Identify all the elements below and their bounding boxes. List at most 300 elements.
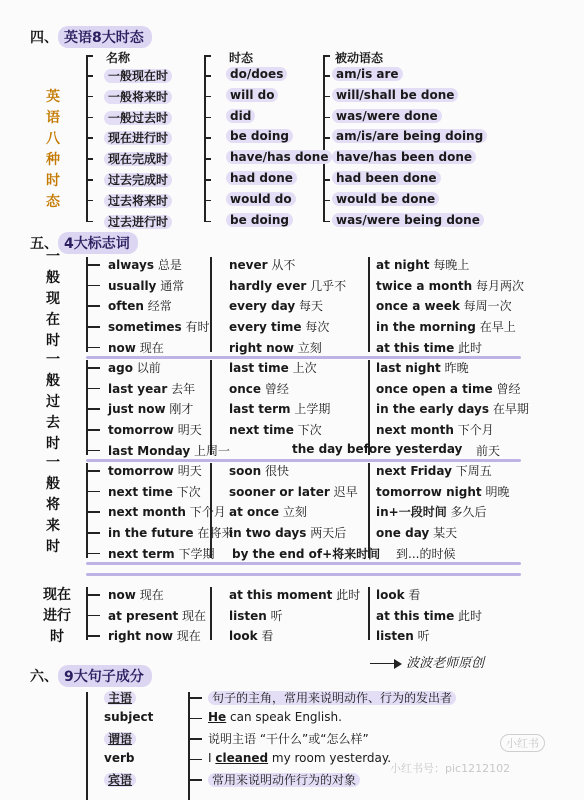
section-6-title [30,665,152,687]
group-side-char: 在 [46,312,60,328]
keyword-cell [229,318,329,335]
bracket-tick [204,55,211,57]
tense-form: had done [226,171,297,185]
component-desc-text: 说明主语 “干什么”或“怎么样” [208,732,369,746]
keyword-en: by the end of+将来时间 [232,546,381,561]
keyword-zh: 去年 [171,381,196,396]
keyword-en: listen [376,629,414,644]
section-6-label: 9大句子成分 [58,665,152,687]
component-desc [208,771,360,788]
passive-form-row [332,213,484,227]
keyword-en: ago [108,361,133,375]
bracket-tick [86,450,100,452]
tense-name-row [104,129,172,146]
keyword-zh: 此时 [458,608,483,623]
side-char: 语 [46,110,60,126]
tense-name: 一般将来时 [104,90,172,104]
bracket-tick [86,285,100,287]
section-4-number: 四、 [30,30,58,46]
bracket-tick [323,179,330,181]
bracket-tick [204,158,211,160]
tense-form: will do [226,88,278,102]
bracket-tick [86,158,93,160]
component-desc [208,689,456,706]
component-desc-text: 句子的主角，常用来说明动作、行为的发出者 [208,691,456,705]
group-bracket-left [86,463,88,558]
keyword-en: next term [108,546,175,561]
keyword-cell [229,400,330,417]
keyword-zh: 有时 [185,320,210,335]
keyword-cell [376,462,492,479]
keyword-cell [108,277,184,294]
keyword-zh: 立刻 [282,505,307,520]
group-side-label [44,247,62,352]
keyword-en: last Monday [108,443,191,458]
keyword-en: tomorrow [108,423,174,438]
group-side-char: 来 [46,518,60,534]
tense-form-row [226,171,297,185]
keyword-zh: 通常 [160,278,185,293]
group-bracket-mid [210,360,212,455]
component-desc [208,710,342,724]
keyword-en: next month [108,505,186,520]
keyword-cell [376,586,420,603]
credit-label [370,652,484,671]
keyword-cell [108,400,193,417]
tense-form: be doing [226,129,293,143]
passive-form: am/is are [332,67,403,81]
keyword-en: sooner or later [229,484,330,499]
bracket-tick [86,326,100,328]
keyword-en: tomorrow night [376,484,482,499]
passive-form: had been done [332,171,441,185]
keyword-cell [108,442,230,459]
bracket-tick [86,594,100,596]
watermark-badge: 小红书 [500,734,545,752]
example-post: my room yesterday. [268,750,392,765]
keyword-en: listen [229,608,267,623]
component-term-row [104,689,136,706]
keyword-cell [229,421,322,438]
keyword-en: last year [108,381,168,396]
side-char: 态 [46,194,60,210]
keyword-cell [108,421,202,438]
keyword-en: look [376,588,405,602]
component-term-row [104,710,153,724]
passive-form: was/were being done [332,213,484,227]
keyword-en: in the future [108,526,194,541]
keyword-en: in the early days [376,402,489,417]
keyword-en: right now [108,629,173,644]
bracket-tick [86,470,100,472]
keyword-zh: 每次 [305,320,330,335]
section-6-bracket-left [86,692,88,800]
group-bracket-mid [210,257,212,352]
keyword-zh: 上周一 [193,443,230,458]
keyword-zh: 下个月 [189,505,226,520]
keyword-cell [108,462,202,479]
passive-form: was/were done [332,109,442,123]
keyword-en: usually [108,278,157,293]
keyword-cell [108,607,206,624]
keyword-en: always [108,258,154,272]
keyword-zh: 每月两次 [476,278,525,293]
component-term-row [104,730,136,747]
keyword-en: every day [229,299,296,314]
keyword-zh: 在早期 [492,402,529,417]
keyword-en: look [229,629,258,644]
example-highlight: cleaned [215,750,269,765]
group-side-char: 进行 [43,608,71,624]
keyword-cell [376,627,430,644]
keyword-en: twice a month [376,278,473,293]
bracket-tick [86,553,100,555]
keyword-zh: 现在 [182,608,207,623]
keyword-zh: 上学期 [294,402,331,417]
passive-form-row [332,192,439,206]
tense-name-row [104,150,172,167]
keyword-en: often [108,299,144,314]
keyword-en: just now [108,402,166,417]
keyword-cell [108,627,201,644]
tense-name: 一般现在时 [104,69,172,83]
example-pre: I [208,750,216,765]
keyword-cell [229,256,295,273]
keyword-en: last term [229,402,291,417]
keyword-cell [229,607,283,624]
keyword-zh: 每晚上 [433,258,470,272]
section-5-label: 4大标志词 [58,232,138,254]
bracket-tick [204,221,211,223]
arrow-right-icon [370,659,402,669]
keyword-cell [229,462,289,479]
tense-form: would do [226,192,296,206]
keyword-cell [229,524,346,541]
group-side-char: 一 [46,352,60,368]
passive-form: will/shall be done [332,88,458,102]
keyword-cell [229,339,322,356]
component-desc [208,751,391,765]
bracket-tick [86,615,100,617]
bracket-tick [323,55,330,57]
keyword-cell [108,586,164,603]
bracket-tick [188,738,202,740]
keyword-zh: 从不 [271,258,296,272]
component-term: 主语 [104,691,136,705]
keyword-cell [108,297,172,314]
keyword-cell [229,277,346,294]
keyword-cell [108,318,210,335]
keyword-en: next month [376,423,454,438]
component-desc [208,730,369,747]
bracket-tick [86,55,93,57]
tense-name-row [104,213,172,230]
tense-name: 过去完成时 [104,173,172,187]
keyword-zh: 下学期 [178,546,215,561]
watermark-text: 小红书号：pic1212102 [390,762,511,775]
passive-form: am/is/are being doing [332,129,487,143]
component-term-row [104,751,134,765]
bracket-tick [86,75,93,77]
keyword-cell [376,277,524,294]
keyword-zh: 曾经 [264,381,289,396]
bracket-tick [86,221,93,223]
keyword-cell [108,503,226,520]
section-4-label: 英语8大时态 [58,26,152,48]
keyword-en: once a week [376,299,460,314]
keyword-cell [229,297,323,314]
passive-form-row [332,67,403,81]
keyword-zh: 现在 [139,340,164,355]
passive-form-row [332,129,487,143]
keyword-cell [108,483,201,500]
group-bracket-mid [210,587,212,640]
credit-text: 波波老师原创 [406,656,485,671]
group-bracket-right [368,587,370,640]
bracket-tick [204,75,211,77]
keyword-zh: 立刻 [297,340,322,355]
keyword-en: once [229,381,262,396]
keyword-en: right now [229,340,294,355]
keyword-cell [376,483,509,500]
keyword-zh: 下次 [176,484,201,499]
component-desc-text: 常用来说明动作行为的对象 [208,773,360,787]
bracket-tick [86,117,93,119]
keyword-zh: 昨晚 [444,361,469,375]
keyword-en: soon [229,464,262,478]
section-6-number: 六、 [30,669,58,685]
keyword-zh: 两天后 [310,526,347,541]
keyword-en: at this moment [229,588,333,602]
keyword-cell [376,297,512,314]
bracket-tick [188,718,202,720]
group-side-char: 现 [46,291,60,307]
keyword-en: at once [229,505,280,520]
keyword-zh: 下周五 [455,464,492,478]
keyword-zh: 看 [408,588,421,602]
tense-form-row [226,88,278,102]
group-side-char: 现在 [43,587,71,603]
group-side-char: 般 [46,373,60,389]
keyword-zh: 此时 [458,340,483,355]
bracket-tick [86,264,100,266]
side-char: 八 [46,131,60,147]
keyword-cell [108,339,164,356]
passive-form-row [332,88,458,102]
keyword-cell [292,441,501,458]
bracket-tick [86,408,100,410]
section-6-bracket-right [188,692,190,800]
group-side-char: 一 [46,455,60,471]
group-side-char: 过 [46,394,60,410]
keyword-cell [376,256,469,273]
section-4-side-label [44,87,62,213]
side-char: 英 [46,89,60,105]
tense-form: be doing [226,213,293,227]
group-side-label [44,350,62,455]
group-side-char: 时 [46,333,60,349]
keyword-cell [376,421,494,438]
group-side-char: 时 [46,539,60,555]
group-side-char: 时 [46,436,60,452]
tense-name: 过去将来时 [104,194,172,208]
tense-name-row [104,88,172,105]
bracket-tick [86,491,100,493]
keyword-en: now [108,588,136,602]
keyword-en: at this time [376,340,455,355]
keyword-cell [376,359,469,376]
passive-form: would be done [332,192,439,206]
bracket-tick [323,137,330,139]
keyword-cell [229,627,273,644]
keyword-zh: 下个月 [457,423,494,438]
keyword-zh: 下次 [297,423,322,438]
keyword-zh: 以前 [136,361,161,375]
keyword-en: sometimes [108,320,182,335]
keyword-en: every time [229,320,302,335]
keyword-zh: 到...的时候 [396,546,456,561]
tense-name-row [104,171,172,188]
keyword-zh: 经常 [147,299,172,314]
keyword-en: in two days [229,526,307,541]
keyword-en: never [229,258,268,272]
passive-form-row [332,150,476,164]
bracket-tick [204,200,211,202]
keyword-cell [229,380,289,397]
keyword-zh: 在早上 [479,320,516,335]
bracket-tick [86,137,93,139]
keyword-zh: 多久后 [450,505,487,520]
bracket-tick [86,532,100,534]
passive-form-row [332,109,442,123]
keyword-en: in+一段时间 [376,505,447,520]
keyword-cell [229,483,358,500]
column-header-passive: 被动语态 [335,51,384,65]
keyword-zh: 迟早 [333,484,358,499]
tense-form: have/has done [226,150,332,164]
bracket-tick [86,305,100,307]
keyword-cell [376,339,482,356]
column-header-tense: 时态 [229,51,254,65]
tense-form: did [226,109,255,123]
keyword-zh: 看 [261,629,274,644]
tense-name-row [104,109,172,126]
keyword-zh: 上次 [292,361,317,375]
keyword-en: one day [376,526,430,541]
keyword-en: at present [108,608,179,623]
tense-form-row [226,67,287,81]
component-term: verb [104,750,135,765]
keyword-zh: 每天 [299,299,324,314]
tense-form-row [226,150,332,164]
keyword-cell [376,380,521,397]
keyword-cell [108,545,214,562]
bracket-tick [86,347,100,349]
bracket-tick [323,96,330,98]
example-highlight: He [208,709,227,724]
group-side-char: 一 [46,249,60,265]
group-side-char: 将 [46,497,60,513]
keyword-en: once open a time [376,381,493,396]
keyword-cell [376,607,482,624]
side-char: 时 [46,173,60,189]
group-side-label [40,585,74,648]
keyword-en: next time [229,423,294,438]
bracket-tick [204,137,211,139]
keyword-cell [229,359,317,376]
tense-name: 一般过去时 [104,111,172,125]
tense-name: 现在进行时 [104,131,172,145]
keyword-zh: 在将来 [197,526,234,541]
keyword-en: last time [229,361,289,375]
side-char: 种 [46,152,60,168]
tense-form-row [226,109,255,123]
group-bracket-right [368,360,370,455]
group-side-char: 时 [50,629,64,645]
component-term: subject [104,709,154,724]
bracket-tick [86,429,100,431]
keyword-zh: 听 [417,629,430,644]
group-divider [86,562,521,565]
keyword-cell [229,586,360,603]
group-side-char: 去 [46,415,60,431]
component-term-row [104,771,136,788]
keyword-en: at this time [376,608,455,623]
bracket-tick [86,367,100,369]
group-side-char: 般 [46,476,60,492]
component-term: 宾语 [104,773,136,787]
bracket-tick [323,221,330,223]
tense-name-row [104,67,172,84]
keyword-zh: 很快 [265,464,290,478]
keyword-en: now [108,340,136,355]
keyword-zh: 每周一次 [463,299,512,314]
keyword-zh: 刚才 [169,402,194,417]
tense-form-row [226,213,293,227]
bracket-tick [86,388,100,390]
keyword-zh: 听 [270,608,283,623]
bracket-tick [204,117,211,119]
keyword-cell [229,503,307,520]
group-bracket-left [86,257,88,352]
bracket-tick [323,200,330,202]
group-divider [86,573,521,576]
tense-name: 现在完成时 [104,152,172,166]
keyword-en: next time [108,484,173,499]
keyword-zh: 明天 [177,464,202,478]
bracket-tick [188,759,202,761]
group-side-label [44,453,62,558]
bracket-tick [323,117,330,119]
group-bracket-right [368,257,370,352]
keyword-zh: 某天 [433,526,458,541]
bracket-tick [188,697,202,699]
keyword-en: last night [376,361,441,375]
tense-name: 过去进行时 [104,215,172,229]
keyword-zh: 前天 [476,443,501,458]
bracket-tick [86,96,93,98]
keyword-en: in the morning [376,320,476,335]
keyword-zh: 几乎不 [310,278,347,293]
keyword-cell [108,524,233,541]
tense-form-row [226,129,293,143]
keyword-en: the day before yesterday [292,441,463,456]
keyword-cell [376,524,457,541]
keyword-cell [376,318,516,335]
example-post: can speak English. [226,709,342,724]
keyword-en: at night [376,258,430,272]
bracket-tick [204,179,211,181]
